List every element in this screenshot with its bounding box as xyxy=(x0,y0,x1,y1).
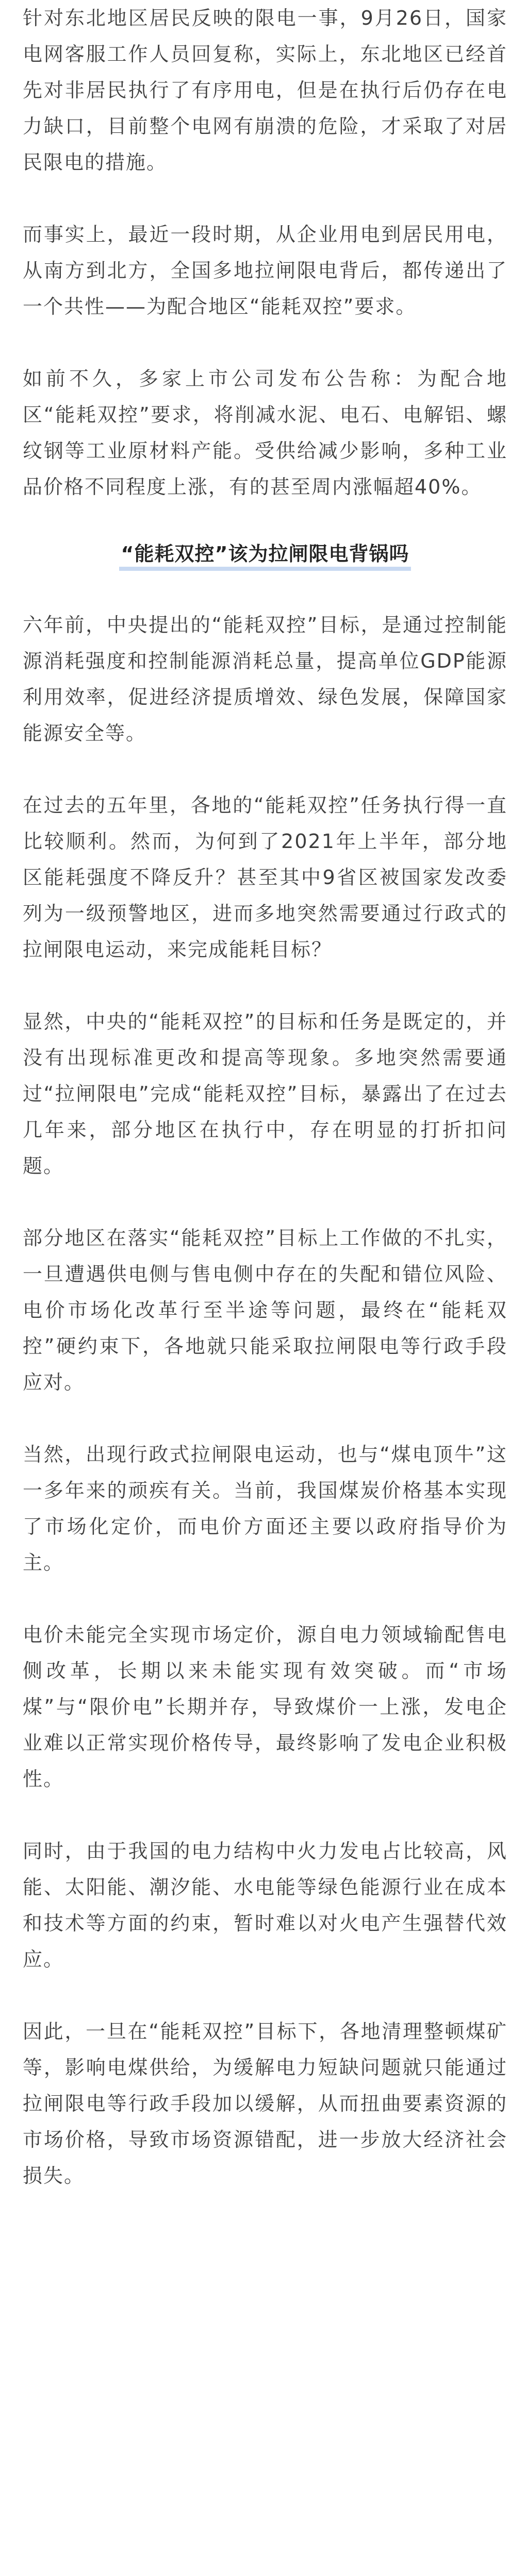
paragraph-8: 当然，出现行政式拉闸限电运动，也与“煤电顶牛”这一多年来的顽疾有关。当前，我国煤炭价格基本实现了市场化定价，而电价方面还主要以政府指导价为主。 xyxy=(23,1443,507,1574)
paragraph-2: 而事实上，最近一段时期，从企业用电到居民用电，从南方到北方，全国多地拉闸限电背后，都传递出了一个共性——为配合地区“能耗双控”要求。 xyxy=(23,223,507,318)
paragraph-gap xyxy=(23,968,507,1004)
section-heading-container xyxy=(23,541,507,571)
paragraph-1: 针对东北地区居民反映的限电一事，9月26日，国家电网客服工作人员回复称，实际上，东北地区已经首先对非居民执行了有序用电，但是在执行后仍存在电力缺口，目前整个电网有崩溃的危险，才采取了对居民限电的措施。 xyxy=(23,7,507,174)
paragraph-3: 如前不久，多家上市公司发布公告称：为配合地区“能耗双控”要求，将削减水泥、电石、电解铝、螺纹钢等工业原材料产能。受供给减少影响，多种工业品价格不同程度上涨，有的甚至周内涨幅超40%。 xyxy=(23,367,507,498)
section-heading: “能耗双控”该为拉闸限电背锅吗 xyxy=(119,541,411,571)
paragraph-9: 电价未能完全实现市场定价，源自电力领域输配售电侧改革，长期以来未能实现有效突破。而“市场煤”与“限价电”长期并存，导致煤价一上涨，发电企业难以正常实现价格传导，最终影响了发电企业积极性。 xyxy=(23,1623,507,1790)
paragraph-6: 显然，中央的“能耗双控”的目标和任务是既定的，并没有出现标准更改和提高等现象。多地突然需要通过“拉闸限电”完成“能耗双控”目标，暴露出了在过去几年来，部分地区在执行中，存在明显的打折扣问题。 xyxy=(23,1010,507,1177)
paragraph-gap xyxy=(23,1977,507,2013)
paragraph-gap xyxy=(23,1581,507,1617)
paragraph-11: 因此，一旦在“能耗双控”目标下，各地清理整顿煤矿等，影响电煤供给，为缓解电力短缺问题就只能通过拉闸限电等行政手段加以缓解，从而扭曲要素资源的市场价格，导致市场资源错配，进一步放大经济社会损失。 xyxy=(23,2020,507,2187)
article-body xyxy=(23,0,507,2194)
paragraph-10: 同时，由于我国的电力结构中火力发电占比较高，风能、太阳能、潮汐能、水电能等绿色能源行业在成本和技术等方面的约束，暂时难以对火电产生强替代效应。 xyxy=(23,1840,507,1971)
paragraph-gap xyxy=(23,325,507,361)
paragraph-7: 部分地区在落实“能耗双控”目标上工作做的不扎实，一旦遭遇供电侧与售电侧中存在的失配和错位风险、电价市场化改革行至半途等问题，最终在“能耗双控”硬约束下，各地就只能采取拉闸限电等行政手段应对。 xyxy=(23,1227,507,1394)
paragraph-gap xyxy=(23,1400,507,1436)
paragraph-gap xyxy=(23,751,507,787)
paragraph-5: 在过去的五年里，各地的“能耗双控”任务执行得一直比较顺利。然而，为何到了2021年上半年，部分地区能耗强度不降反升？甚至其中9省区被国家发改委列为一级预警地区，进而多地突然需要通过行政式的拉闸限电运动，来完成能耗目标？ xyxy=(23,794,507,961)
paragraph-gap xyxy=(23,180,507,216)
paragraph-gap xyxy=(23,1184,507,1220)
paragraph-gap xyxy=(23,1797,507,1833)
paragraph-gap xyxy=(23,505,507,541)
paragraph-4: 六年前，中央提出的“能耗双控”目标，是通过控制能源消耗强度和控制能源消耗总量，提高单位GDP能源利用效率，促进经济提质增效、绿色发展，保障国家能源安全等。 xyxy=(23,614,507,744)
paragraph-gap xyxy=(23,571,507,607)
